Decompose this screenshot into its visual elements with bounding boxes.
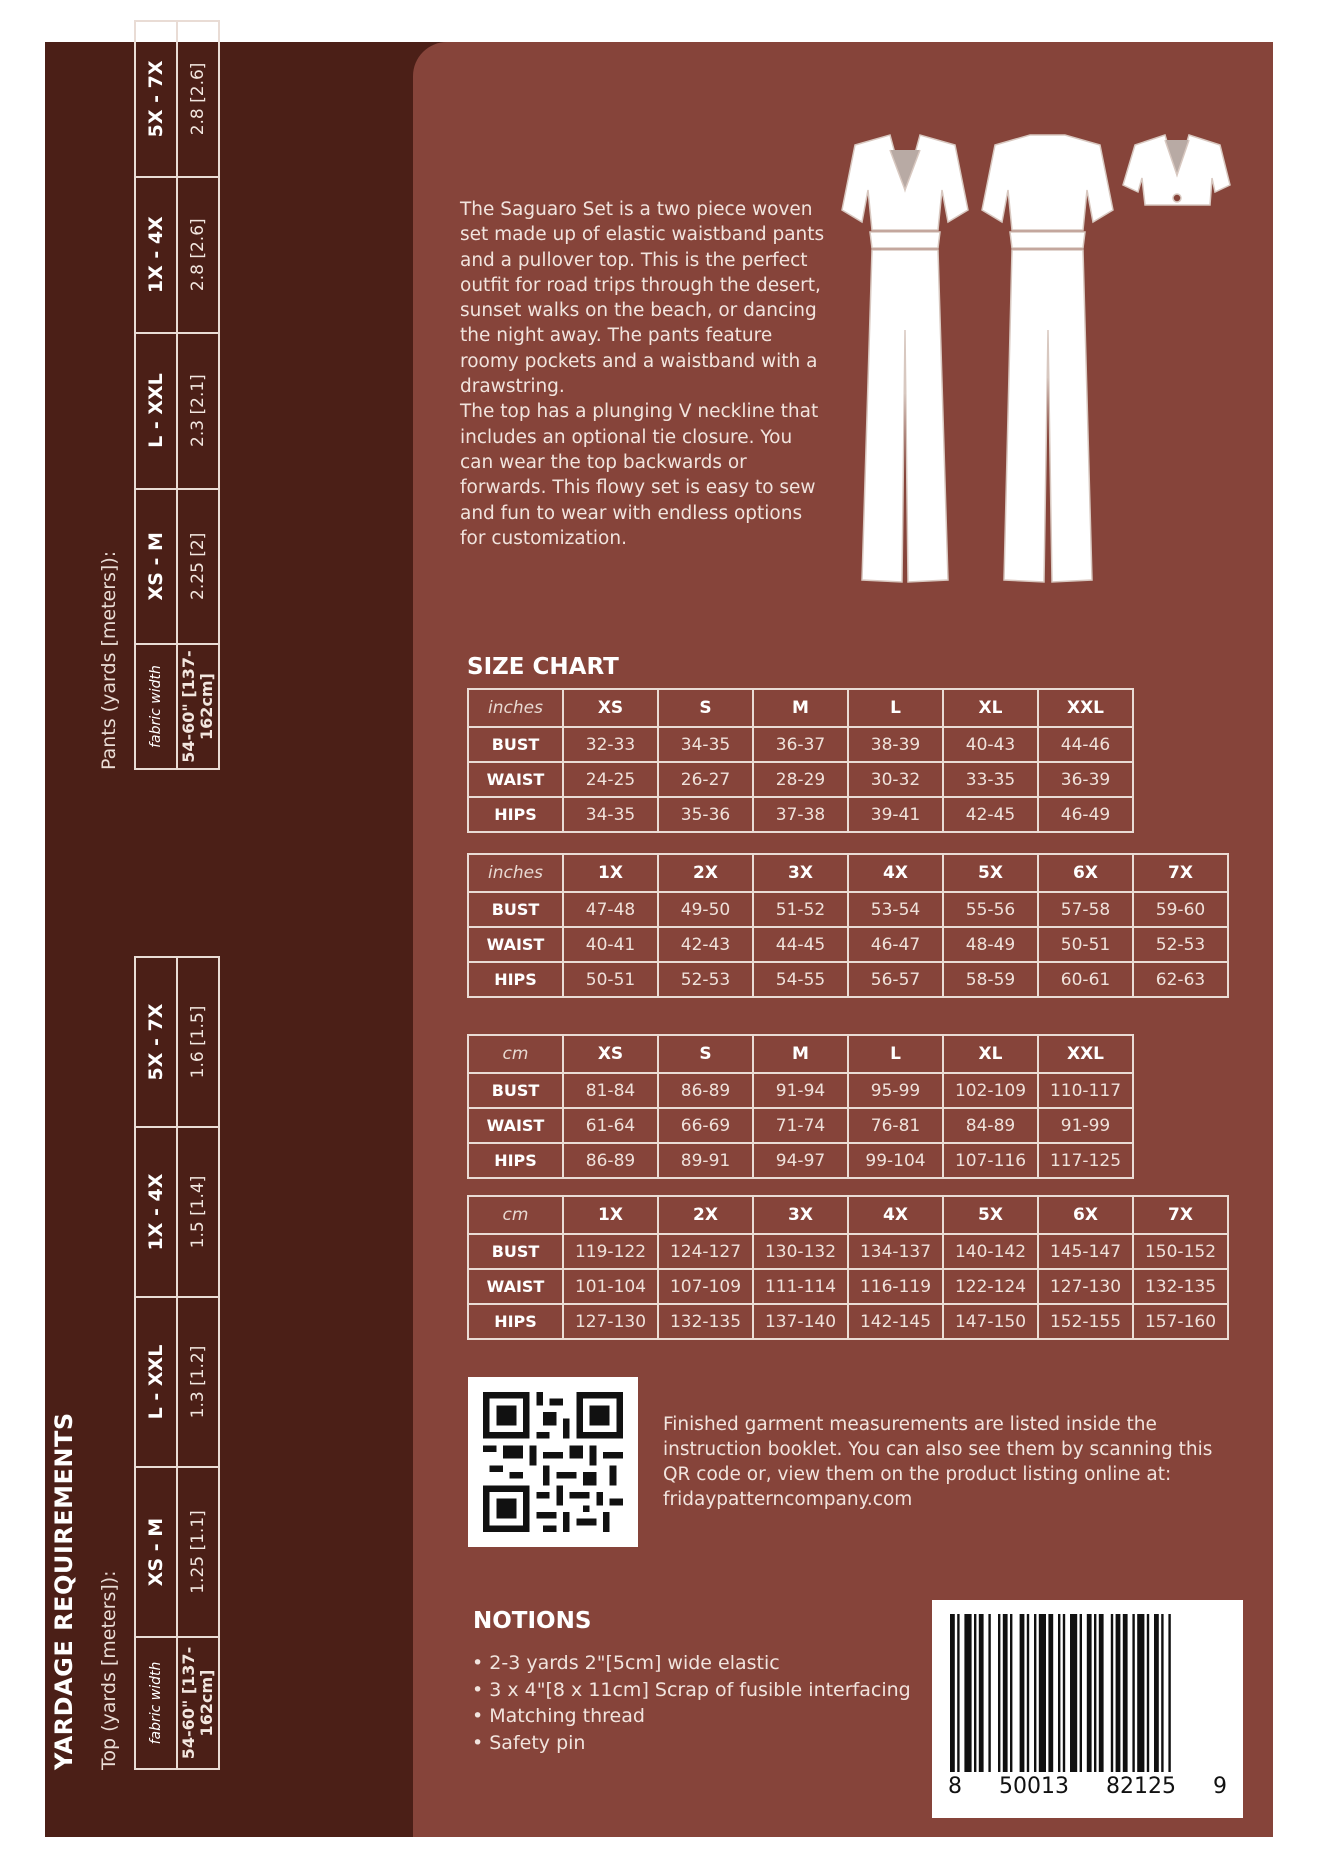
measurement-cell: 57-58 [1038, 892, 1133, 927]
measurement-cell: 122-124 [943, 1269, 1038, 1304]
size-header: XL [943, 1035, 1038, 1073]
qr-description [663, 1412, 1223, 1512]
yardage-value: 1.3 [1.2] [177, 1297, 219, 1467]
measurement-cell: 53-54 [848, 892, 943, 927]
size-header: 2X [658, 1196, 753, 1234]
measurement-cell: 124-127 [658, 1234, 753, 1269]
row-label: HIPS [468, 1143, 563, 1178]
measurement-cell: 37-38 [753, 797, 848, 832]
pattern-description [460, 197, 830, 551]
barcode-bar [1058, 1614, 1060, 1772]
unit-label: inches [468, 689, 563, 727]
pants-yardage-label: Pants (yards [meters]): [98, 550, 120, 770]
measurement-cell: 132-135 [658, 1304, 753, 1339]
measurement-cell: 38-39 [848, 727, 943, 762]
measurement-cell: 32-33 [563, 727, 658, 762]
measurement-cell: 40-41 [563, 927, 658, 962]
row-label: HIPS [468, 962, 563, 997]
measurement-cell: 84-89 [943, 1108, 1038, 1143]
barcode-digit: 9 [1213, 1774, 1227, 1799]
size-header: 4X [848, 1196, 943, 1234]
size-range: XS - M [135, 1467, 177, 1637]
unit-label: cm [468, 1035, 563, 1073]
measurement-cell: 36-37 [753, 727, 848, 762]
table-row [468, 1234, 1228, 1269]
table-row [468, 927, 1228, 962]
top-view-illustration [1123, 135, 1230, 205]
measurement-cell: 52-53 [1133, 927, 1228, 962]
size-table-cm-standard [467, 1034, 1134, 1179]
table-row [468, 797, 1133, 832]
barcode-digit: 50013 [999, 1774, 1069, 1799]
measurement-cell: 61-64 [563, 1108, 658, 1143]
measurement-cell: 81-84 [563, 1073, 658, 1108]
measurement-cell: 48-49 [943, 927, 1038, 962]
measurement-cell: 142-145 [848, 1304, 943, 1339]
barcode-bar [1070, 1614, 1077, 1772]
measurement-cell: 110-117 [1038, 1073, 1133, 1108]
yardage-value: 1.25 [1.1] [177, 1467, 219, 1637]
row-label: WAIST [468, 762, 563, 797]
barcode-bar [998, 1614, 1000, 1772]
pants-yardage-table [134, 20, 220, 770]
size-range: L - XXL [135, 333, 177, 489]
barcode-bar [1048, 1614, 1053, 1772]
row-label: BUST [468, 727, 563, 762]
barcode-digit: 82125 [1106, 1774, 1176, 1799]
size-chart-title: SIZE CHART [467, 654, 619, 680]
measurement-cell: 102-109 [943, 1073, 1038, 1108]
row-label: HIPS [468, 1304, 563, 1339]
barcode-bar [1154, 1614, 1159, 1772]
yardage-value: 2.25 [2] [177, 489, 219, 645]
size-header: XS [563, 1035, 658, 1073]
measurement-cell: 152-155 [1038, 1304, 1133, 1339]
barcode-bar [1080, 1614, 1082, 1772]
measurement-cell: 49-50 [658, 892, 753, 927]
barcode-bar [1003, 1614, 1008, 1772]
barcode-bar [1027, 1614, 1029, 1772]
measurement-cell: 157-160 [1133, 1304, 1228, 1339]
yardage-section [50, 20, 390, 1770]
yardage-value: 2.3 [2.1] [177, 333, 219, 489]
yardage-value: 2.8 [2.6] [177, 177, 219, 333]
row-label: WAIST [468, 927, 563, 962]
measurement-cell: 140-142 [943, 1234, 1038, 1269]
measurement-cell: 24-25 [563, 762, 658, 797]
barcode-bar [1111, 1614, 1113, 1772]
table-row [468, 1108, 1133, 1143]
list-item: • 3 x 4"[8 x 11cm] Scrap of fusible interfacing [472, 1677, 911, 1704]
yardage-value: 1.6 [1.5] [177, 957, 219, 1127]
size-header: XS [563, 689, 658, 727]
barcode-bar [1063, 1614, 1065, 1772]
measurement-cell: 42-43 [658, 927, 753, 962]
back-view-illustration [982, 135, 1113, 582]
table-row [468, 1304, 1228, 1339]
measurement-cell: 46-49 [1038, 797, 1133, 832]
barcode-bar [1039, 1614, 1046, 1772]
size-header: L [848, 1035, 943, 1073]
size-header: 1X [563, 854, 658, 892]
table-row [468, 1143, 1133, 1178]
size-header: S [658, 689, 753, 727]
size-range: XS - M [135, 489, 177, 645]
measurement-cell: 26-27 [658, 762, 753, 797]
size-range: 1X - 4X [135, 177, 177, 333]
qr-code-icon [483, 1392, 623, 1532]
size-range: 5X - 7X [135, 957, 177, 1127]
table-row [468, 1073, 1133, 1108]
garment-illustrations [820, 130, 1240, 600]
measurement-cell: 95-99 [848, 1073, 943, 1108]
measurement-cell: 132-135 [1133, 1269, 1228, 1304]
size-header: 5X [943, 854, 1038, 892]
measurement-cell: 107-116 [943, 1143, 1038, 1178]
row-label: BUST [468, 1234, 563, 1269]
size-header: L [848, 689, 943, 727]
measurement-cell: 39-41 [848, 797, 943, 832]
size-header: 2X [658, 854, 753, 892]
size-range: 1X - 4X [135, 1127, 177, 1297]
measurement-cell: 99-104 [848, 1143, 943, 1178]
table-row [468, 727, 1133, 762]
measurement-cell: 56-57 [848, 962, 943, 997]
measurement-cell: 76-81 [848, 1108, 943, 1143]
front-view-illustration [842, 135, 968, 582]
size-header: 1X [563, 1196, 658, 1234]
qr-code[interactable] [468, 1377, 638, 1547]
measurement-cell: 86-89 [658, 1073, 753, 1108]
measurement-cell: 44-46 [1038, 727, 1133, 762]
size-header: XXL [1038, 689, 1133, 727]
barcode-bar [950, 1614, 955, 1772]
notions-list [472, 1650, 911, 1756]
measurement-cell: 30-32 [848, 762, 943, 797]
measurement-cell: 50-51 [1038, 927, 1133, 962]
measurement-cell: 46-47 [848, 927, 943, 962]
measurement-cell: 40-43 [943, 727, 1038, 762]
measurement-cell: 34-35 [563, 797, 658, 832]
row-label: WAIST [468, 1269, 563, 1304]
row-label: BUST [468, 1073, 563, 1108]
size-header: 6X [1038, 854, 1133, 892]
measurement-cell: 107-109 [658, 1269, 753, 1304]
measurement-cell: 34-35 [658, 727, 753, 762]
measurement-cell: 91-94 [753, 1073, 848, 1108]
measurement-cell: 116-119 [848, 1269, 943, 1304]
size-table-inches-standard [467, 688, 1134, 833]
measurement-cell: 44-45 [753, 927, 848, 962]
size-table-cm-plus [467, 1195, 1229, 1340]
measurement-cell: 54-55 [753, 962, 848, 997]
unit-label: inches [468, 854, 563, 892]
measurement-cell: 71-74 [753, 1108, 848, 1143]
description-paragraph: The Saguaro Set is a two piece woven set made up of elastic waistband pants and a pullover top. This is the perfect outfit for road trips through the desert, sunset walks on the beach, or dancing the night away. The pants feature roomy pockets and a waistband with a drawstring. [460, 199, 825, 398]
size-range: L - XXL [135, 1297, 177, 1467]
measurement-cell: 101-104 [563, 1269, 658, 1304]
barcode-digit: 8 [948, 1774, 962, 1799]
list-item: • Matching thread [472, 1703, 911, 1730]
measurement-cell: 137-140 [753, 1304, 848, 1339]
barcode-bar [1137, 1614, 1144, 1772]
barcode-bar [1147, 1614, 1149, 1772]
measurement-cell: 51-52 [753, 892, 848, 927]
size-header: S [658, 1035, 753, 1073]
measurement-cell: 127-130 [1038, 1269, 1133, 1304]
measurement-cell: 28-29 [753, 762, 848, 797]
measurement-cell: 130-132 [753, 1234, 848, 1269]
barcode-bar [1034, 1614, 1036, 1772]
qr-text: Finished garment measurements are listed inside the instruction booklet. You can also see them by scanning this QR code or, view them on the product listing online at: fridaypatterncompany.com [663, 1414, 1213, 1510]
measurement-cell: 145-147 [1038, 1234, 1133, 1269]
measurement-cell: 66-69 [658, 1108, 753, 1143]
size-header: 3X [753, 854, 848, 892]
description-paragraph: The top has a plunging V neckline that includes an optional tie closure. You can wear the top backwards or forwards. This flowy set is easy to sew and fun to wear with endless options for customization. [460, 401, 819, 549]
measurement-cell: 117-125 [1038, 1143, 1133, 1178]
barcode-bar [1020, 1614, 1025, 1772]
measurement-cell: 52-53 [658, 962, 753, 997]
notions-title: NOTIONS [473, 1608, 592, 1634]
barcode-icon [932, 1600, 1243, 1775]
barcode-bar [988, 1614, 990, 1772]
list-item: • Safety pin [472, 1730, 911, 1757]
measurement-cell: 89-91 [658, 1143, 753, 1178]
table-row [468, 892, 1228, 927]
measurement-cell: 50-51 [563, 962, 658, 997]
barcode-bar [1168, 1614, 1170, 1772]
barcode-bar [1132, 1614, 1134, 1772]
measurement-cell: 59-60 [1133, 892, 1228, 927]
measurement-cell: 58-59 [943, 962, 1038, 997]
row-label: HIPS [468, 797, 563, 832]
measurement-cell: 55-56 [943, 892, 1038, 927]
barcode [932, 1600, 1243, 1818]
measurement-cell: 86-89 [563, 1143, 658, 1178]
measurement-cell: 127-130 [563, 1304, 658, 1339]
row-label: BUST [468, 892, 563, 927]
measurement-cell: 33-35 [943, 762, 1038, 797]
barcode-bar [1161, 1614, 1163, 1772]
barcode-number [932, 1774, 1243, 1799]
fabric-width-header: fabric width [135, 1637, 177, 1769]
table-row [468, 962, 1228, 997]
size-header: 4X [848, 854, 943, 892]
size-header: M [753, 1035, 848, 1073]
measurement-cell: 94-97 [753, 1143, 848, 1178]
size-header: XL [943, 689, 1038, 727]
fabric-width-value: 54-60" [137-162cm] [177, 644, 219, 769]
barcode-bar [1099, 1614, 1104, 1772]
measurement-cell: 47-48 [563, 892, 658, 927]
measurement-cell: 147-150 [943, 1304, 1038, 1339]
barcode-bar [1087, 1614, 1092, 1772]
unit-label: cm [468, 1196, 563, 1234]
size-header: 3X [753, 1196, 848, 1234]
measurement-cell: 42-45 [943, 797, 1038, 832]
barcode-bar [1010, 1614, 1012, 1772]
size-header: 7X [1133, 1196, 1228, 1234]
size-table-inches-plus [467, 853, 1229, 998]
size-header: 6X [1038, 1196, 1133, 1234]
barcode-bar [979, 1614, 984, 1772]
yardage-value: 1.5 [1.4] [177, 1127, 219, 1297]
measurement-cell: 62-63 [1133, 962, 1228, 997]
table-row [468, 762, 1133, 797]
table-row [468, 1269, 1228, 1304]
size-header: M [753, 689, 848, 727]
measurement-cell: 35-36 [658, 797, 753, 832]
measurement-cell: 134-137 [848, 1234, 943, 1269]
list-item: • 2-3 yards 2"[5cm] wide elastic [472, 1650, 911, 1677]
fabric-width-header: fabric width [135, 644, 177, 769]
barcode-bar [1116, 1614, 1121, 1772]
row-label: WAIST [468, 1108, 563, 1143]
yardage-heading: YARDAGE REQUIREMENTS [50, 1412, 78, 1770]
fabric-width-value: 54-60" [137-162cm] [177, 1637, 219, 1769]
size-header: XXL [1038, 1035, 1133, 1073]
measurement-cell: 119-122 [563, 1234, 658, 1269]
measurement-cell: 60-61 [1038, 962, 1133, 997]
top-yardage-table [134, 956, 220, 1770]
top-yardage-label: Top (yards [meters]): [98, 1570, 120, 1770]
barcode-bar [1123, 1614, 1128, 1772]
size-range: 5X - 7X [135, 21, 177, 177]
barcode-bar [957, 1614, 959, 1772]
measurement-cell: 36-39 [1038, 762, 1133, 797]
barcode-bar [964, 1614, 971, 1772]
yardage-value: 2.8 [2.6] [177, 21, 219, 177]
measurement-cell: 150-152 [1133, 1234, 1228, 1269]
barcode-bar [974, 1614, 976, 1772]
size-header: 5X [943, 1196, 1038, 1234]
barcode-bar [1094, 1614, 1096, 1772]
size-header: 7X [1133, 854, 1228, 892]
measurement-cell: 111-114 [753, 1269, 848, 1304]
measurement-cell: 91-99 [1038, 1108, 1133, 1143]
